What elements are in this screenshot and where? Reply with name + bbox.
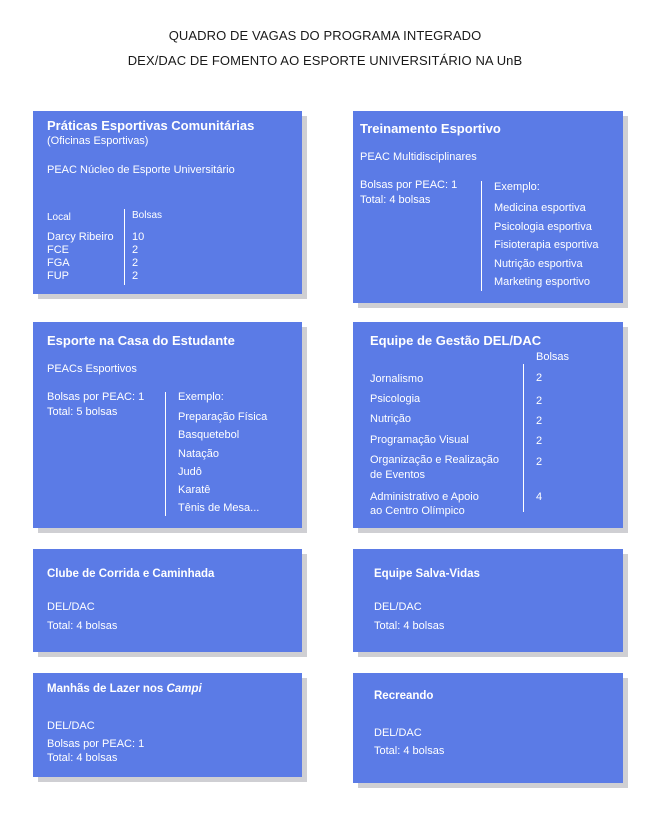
list-item-value: 2 <box>536 456 543 468</box>
card-manhas-lazer <box>33 673 302 777</box>
card-clube-corrida <box>33 549 302 652</box>
column-header-local: Local <box>47 212 71 223</box>
card-title: Equipe Salva-Vidas <box>374 568 480 580</box>
list-item: 2 <box>132 270 139 282</box>
list-item: FCE <box>47 244 69 256</box>
card-title-italic: Campi <box>166 683 202 695</box>
exemplo-label: Exemplo: <box>178 391 224 403</box>
card-title: Recreando <box>374 690 434 702</box>
header-line-2: DEX/DAC DE FOMENTO AO ESPORTE UNIVERSITÁRIO NA UnB <box>127 53 523 68</box>
list-item: Psicologia <box>370 393 421 405</box>
total-bolsas: Total: 4 bolsas <box>374 620 445 632</box>
list-item: Jornalismo <box>370 373 424 385</box>
list-item: Natação <box>178 447 219 460</box>
list-item: Judô <box>178 465 202 478</box>
card-org: DEL/DAC <box>47 720 95 732</box>
list-item-value: 2 <box>536 415 543 427</box>
list-item-value: 2 <box>536 395 543 407</box>
list-item: Medicina esportiva <box>494 202 586 214</box>
card-program: PEAC Multidisciplinares <box>360 151 477 163</box>
card-esporte-casa-estudante <box>33 322 302 528</box>
total-bolsas: Total: 4 bolsas <box>47 620 118 632</box>
card-title: Práticas Esportivas Comunitárias <box>47 118 255 133</box>
list-item: Fisioterapia esportiva <box>494 239 599 251</box>
card-org: DEL/DAC <box>374 727 422 739</box>
card-title: Equipe de Gestão DEL/DAC <box>370 333 542 348</box>
list-item: 2 <box>132 244 139 256</box>
card-subtitle: (Oficinas Esportivas) <box>47 135 149 147</box>
list-item: Preparação Física <box>178 411 268 423</box>
card-title: Treinamento Esportivo <box>360 121 501 136</box>
column-divider <box>481 181 482 291</box>
column-divider <box>523 364 524 512</box>
list-item: Psicologia esportiva <box>494 220 592 233</box>
list-item-value: 2 <box>536 372 543 384</box>
list-item: Karatê <box>178 484 211 497</box>
card-equipe-gestao <box>353 322 623 528</box>
list-item: FGA <box>47 257 70 269</box>
list-item: 10 <box>132 231 145 243</box>
list-item: Tênis de Mesa... <box>178 502 260 515</box>
bolsas-por-peac: Bolsas por PEAC: 1 <box>360 179 458 191</box>
bolsas-list <box>132 231 144 283</box>
list-item: Nutrição <box>370 413 411 425</box>
exemplo-list <box>178 408 267 518</box>
card-title: Clube de Corrida e Caminhada <box>47 568 215 580</box>
list-item-value: 4 <box>536 491 543 503</box>
card-title: Manhãs de Lazer nos Campi <box>47 683 202 695</box>
card-program: PEACs Esportivos <box>47 363 137 375</box>
list-item: de Eventos <box>370 469 426 481</box>
card-treinamento-esportivo <box>353 111 623 303</box>
list-item: Programação Visual <box>370 434 469 446</box>
total-bolsas: Total: 5 bolsas <box>47 406 118 418</box>
exemplo-label: Exemplo: <box>494 181 540 193</box>
column-header-bolsas: Bolsas <box>536 351 570 363</box>
column-header-bolsas: Bolsas <box>132 210 163 221</box>
header-line-1: QUADRO DE VAGAS DO PROGRAMA INTEGRADO <box>168 28 482 43</box>
list-item: Organização e Realização <box>370 454 500 466</box>
list-item: Nutrição esportiva <box>494 257 583 270</box>
bolsas-por-peac: Bolsas por PEAC: 1 <box>47 738 145 750</box>
list-item: Darcy Ribeiro <box>47 231 114 243</box>
list-item: 2 <box>132 257 139 269</box>
list-item: Administrativo e Apoio <box>370 491 479 503</box>
card-praticas-esportivas <box>33 111 302 294</box>
total-bolsas: Total: 4 bolsas <box>374 745 445 757</box>
total-bolsas: Total: 4 bolsas <box>47 752 118 764</box>
exemplo-list <box>494 199 599 292</box>
list-item: Basquetebol <box>178 429 240 442</box>
list-item: Marketing esportivo <box>494 276 590 288</box>
list-item: FUP <box>47 270 69 282</box>
total-bolsas: Total: 4 bolsas <box>360 194 431 206</box>
card-equipe-salva-vidas <box>353 549 623 652</box>
location-list <box>47 231 114 283</box>
card-title: Esporte na Casa do Estudante <box>47 333 235 348</box>
column-divider <box>124 209 125 285</box>
bolsas-por-peac: Bolsas por PEAC: 1 <box>47 391 145 403</box>
card-org: DEL/DAC <box>374 601 422 613</box>
list-item-value: 2 <box>536 435 543 447</box>
card-org: DEL/DAC <box>47 601 95 613</box>
column-divider <box>165 392 166 516</box>
card-recreando <box>353 673 623 783</box>
list-item: ao Centro Olímpico <box>370 505 465 517</box>
card-program: PEAC Núcleo de Esporte Universitário <box>47 164 235 176</box>
